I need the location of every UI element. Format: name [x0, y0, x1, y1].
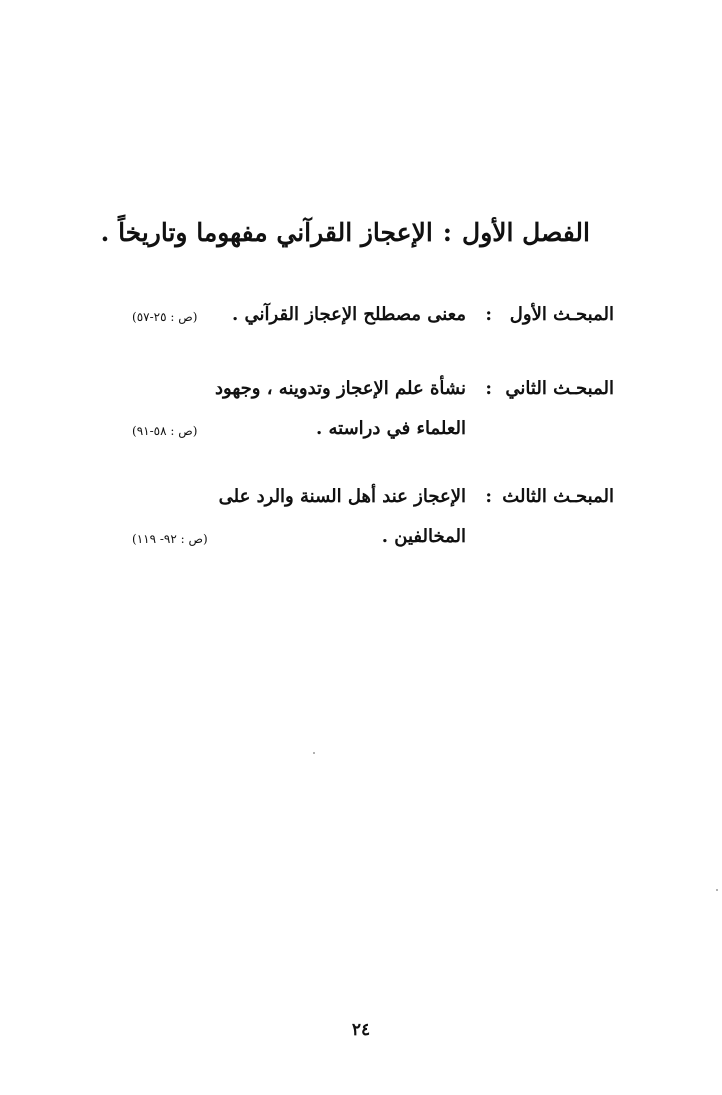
- section-3-line-2: [100, 526, 614, 566]
- section-1-separator: :: [485, 304, 492, 325]
- chapter-label: الفصل الأول: [462, 218, 590, 247]
- scan-speck: [716, 889, 718, 891]
- section-2-line-1: [100, 378, 614, 418]
- section-1-line-1: [100, 304, 614, 344]
- section-3-title-line-2: المخالفين .: [381, 526, 466, 547]
- section-2-title-line-1: نشأة علم الإعجاز وتدوينه ، وجهود: [215, 378, 466, 399]
- section-3: [100, 486, 614, 566]
- section-2-label: المبحـث الثاني: [505, 378, 614, 399]
- chapter-heading: [100, 218, 590, 247]
- section-1: [100, 304, 614, 344]
- section-2-separator: :: [485, 378, 492, 399]
- chapter-title-text: الإعجاز القرآني مفهوما وتاريخاً .: [100, 218, 433, 247]
- section-2: [100, 378, 614, 458]
- scan-speck: [313, 752, 315, 754]
- section-1-label: المبحـث الأول: [509, 304, 614, 325]
- page-number: ٢٤: [351, 1020, 371, 1040]
- section-2-page-range: (ص : ٥٨-٩١): [132, 424, 198, 438]
- section-3-label: المبحـث الثالث: [502, 486, 614, 507]
- section-1-title: معنى مصطلح الإعجاز القرآني .: [231, 304, 466, 325]
- section-3-line-1: [100, 486, 614, 526]
- section-2-title-line-2: العلماء في دراسته .: [315, 418, 466, 439]
- chapter-separator: :: [442, 218, 453, 247]
- section-2-line-2: [100, 418, 614, 458]
- section-3-separator: :: [485, 486, 492, 507]
- section-3-title-line-1: الإعجاز عند أهل السنة والرد على: [218, 486, 466, 507]
- section-3-page-range: (ص : ٩٢- ١١٩): [132, 532, 208, 546]
- section-1-page-range: (ص : ٢٥-٥٧): [132, 310, 198, 324]
